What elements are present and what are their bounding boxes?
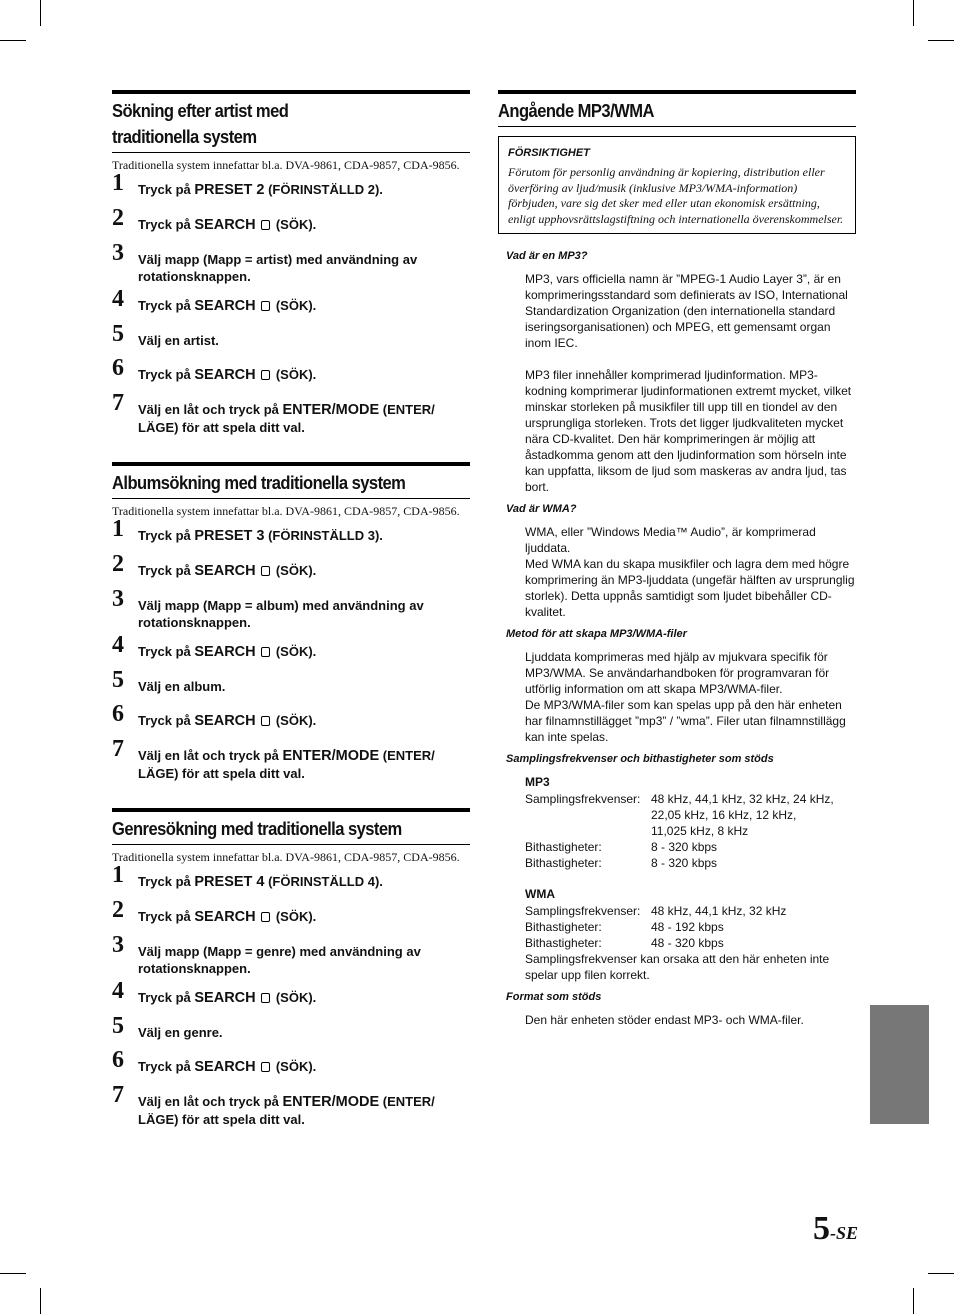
instruction-section [112, 462, 470, 782]
step-item [112, 701, 470, 730]
step-text: Tryck på [138, 563, 195, 578]
step-number: 7 [112, 1082, 124, 1108]
step-text-suffix: (SÖK). [272, 367, 317, 382]
spec-value: 48 kHz, 44,1 kHz, 32 kHz [651, 904, 787, 918]
spec-value: 48 kHz, 44,1 kHz, 32 kHz, 24 kHz, 22,05 kHz, 16 kHz, 12 kHz, 11,025 kHz, 8 kHz [651, 792, 834, 838]
step-number: 3 [112, 932, 124, 958]
answer-text: Den här enheten stöder endast MP3- och WMA-filer. [525, 1013, 804, 1027]
step-text-suffix: (SÖK). [272, 644, 317, 659]
step-text: Välj en låt och tryck på [138, 402, 283, 417]
step-text: Välj en låt och tryck på [138, 1094, 283, 1109]
spec-label: Bithastigheter: [525, 920, 602, 934]
step-text-suffix: (SÖK). [272, 713, 317, 728]
step-text-suffix: (SÖK). [272, 990, 317, 1005]
button-name: PRESET 2 [194, 182, 265, 198]
step-text: Tryck på [138, 713, 195, 728]
section-rule [112, 844, 470, 845]
search-button-icon [261, 370, 270, 380]
section-intro: Traditionella system innefattar bl.a. DVA-9861, CDA-9857, CDA-9856. [112, 850, 460, 864]
step-number: 7 [112, 736, 124, 762]
step-number: 4 [112, 632, 124, 658]
spec-label: Bithastigheter: [525, 856, 602, 870]
answer-text: MP3 filer innehåller komprimerad ljudinformation. MP3-kodning komprimerar ljudinformationen extremt mycket, vilket minskar storleken på musikfiler till upp till en tiondel av den ursprungliga storleken. Trots det ligger ljudkvaliteten mycket nära CD-kvalitet. Den här komprimeringen är möjlig att åstadkomma genom att den ljudinformation som hörseln inte kan uppfatta, liksom de ljud som maskeras av andra ljud, tas bort. [525, 368, 852, 494]
step-text: Tryck på [138, 909, 195, 924]
step-text: Tryck på [138, 1059, 195, 1074]
step-text-suffix: (FÖRINSTÄLLD 2). [264, 182, 383, 197]
step-item [112, 667, 470, 695]
step-text: Tryck på [138, 528, 195, 543]
question-heading: Samplingsfrekvenser och bithastigheter som stöds [506, 753, 774, 765]
step-item [112, 978, 470, 1007]
section-rule [112, 498, 470, 499]
search-button-icon [261, 566, 270, 576]
button-name: PRESET 3 [194, 528, 265, 544]
spec-row [525, 935, 856, 951]
step-item [112, 1082, 470, 1128]
step-text: Välj mapp (Mapp = album) med användning av rotationsknappen. [138, 598, 424, 630]
crop-mark [928, 1273, 954, 1274]
step-text: Tryck på [138, 182, 195, 197]
step-text: Välj en album. [138, 679, 226, 694]
section-rule [498, 126, 856, 127]
spec-label: Bithastigheter: [525, 840, 602, 854]
button-name: SEARCH [194, 367, 256, 383]
answer-text: Ljuddata komprimeras med hjälp av mjukvara specifik för MP3/WMA. Se användarhandboken för programvaran för utförlig information om att skapa MP3/WMA-filer. De MP3/WMA-filer som kan spelas upp på den här enheten har filnamnstillägget ”mp3” / ”wma”. Filer utan filnamnstillägg kan inte spelas. [525, 650, 846, 744]
step-item [112, 516, 470, 545]
right-column [498, 90, 856, 1028]
caution-title: FÖRSIKTIGHET [508, 147, 590, 159]
step-text: Välj mapp (Mapp = artist) med användning av rotationsknappen. [138, 252, 418, 284]
step-number: 1 [112, 170, 124, 196]
step-text-suffix: (SÖK). [272, 217, 317, 232]
caution-body: Förutom för personlig användning är kopiering, distribution eller överföring av ljud/musik (inklusive MP3/WMA-information) förbjuden, vare sig det sker med eller utan ekonomisk ersättning, enligt upphovsrättslagstiftning och internationella överenskommelser. [508, 165, 844, 226]
spec-label: Bithastigheter: [525, 936, 602, 950]
question-heading: Metod för att skapa MP3/WMA-filer [506, 628, 687, 640]
crop-mark [928, 40, 954, 41]
search-button-icon [261, 301, 270, 311]
step-text-suffix: (SÖK). [272, 909, 317, 924]
spec-value: 8 - 320 kbps [651, 840, 718, 854]
question-heading: Vad är WMA? [506, 503, 577, 515]
step-text: Tryck på [138, 298, 195, 313]
step-item [112, 932, 470, 977]
spec-label: Samplingsfrekvenser: [525, 904, 641, 918]
step-number: 6 [112, 355, 124, 381]
step-item [112, 240, 470, 285]
step-text: Tryck på [138, 874, 195, 889]
spec-note: Samplingsfrekvenser kan orsaka att den här enheten inte spelar upp filen korrekt. [525, 952, 830, 982]
step-number: 2 [112, 205, 124, 231]
button-name: ENTER/MODE [282, 402, 380, 418]
page-number-suffix: -SE [829, 1223, 858, 1243]
step-item [112, 1047, 470, 1076]
step-number: 1 [112, 516, 124, 542]
step-number: 6 [112, 701, 124, 727]
step-text-suffix: (SÖK). [272, 298, 317, 313]
step-text-suffix: (FÖRINSTÄLLD 3). [264, 528, 383, 543]
spec-table-wma [498, 903, 856, 951]
search-button-icon [261, 647, 270, 657]
answer-text: MP3, vars officiella namn är ”MPEG-1 Audio Layer 3”, är en komprimeringsstandard som definierats av ISO, International Standardization Organization (den internationella standard iseringsorganisationen) och MPEG, ett gemensamt organ inom IEC. [525, 272, 848, 350]
step-text-suffix: (ENTER/ LÄGE) för att spela ditt val. [138, 1094, 435, 1127]
page-number [813, 1210, 858, 1248]
button-name: SEARCH [194, 990, 256, 1006]
section-title: Sökning efter artist med traditionella system [112, 101, 289, 147]
search-button-icon [261, 912, 270, 922]
spec-value: 48 - 192 kbps [651, 920, 724, 934]
spec-label: Samplingsfrekvenser: [525, 792, 641, 806]
step-number: 3 [112, 240, 124, 266]
instruction-section [112, 808, 470, 1128]
step-text: Välj mapp (Mapp = genre) med användning av rotationsknappen. [138, 944, 421, 976]
step-text: Välj en låt och tryck på [138, 748, 283, 763]
step-number: 3 [112, 586, 124, 612]
step-text-suffix: (ENTER/ LÄGE) för att spela ditt val. [138, 748, 435, 781]
step-text-suffix: (SÖK). [272, 563, 317, 578]
button-name: SEARCH [194, 298, 256, 314]
spec-heading-wma: WMA [525, 887, 555, 901]
caution-box [498, 136, 856, 234]
search-button-icon [261, 220, 270, 230]
step-number: 7 [112, 390, 124, 416]
language-tab [870, 1005, 929, 1124]
spec-value: 8 - 320 kbps [651, 856, 718, 870]
spec-row [525, 839, 856, 855]
search-button-icon [261, 716, 270, 726]
step-item [112, 586, 470, 631]
step-item [112, 897, 470, 926]
step-text-suffix: (FÖRINSTÄLLD 4). [264, 874, 383, 889]
spec-row [525, 903, 856, 919]
step-item [112, 286, 470, 315]
step-item [112, 551, 470, 580]
step-item [112, 1013, 470, 1041]
section-rule [112, 152, 470, 153]
question-heading: Vad är en MP3? [506, 250, 588, 262]
step-number: 1 [112, 862, 124, 888]
crop-mark [0, 1273, 26, 1274]
step-text: Tryck på [138, 644, 195, 659]
spec-row [525, 791, 856, 839]
step-number: 4 [112, 978, 124, 1004]
step-text: Välj en artist. [138, 333, 219, 348]
step-text: Tryck på [138, 217, 195, 232]
spec-heading-mp3: MP3 [525, 775, 550, 789]
step-text: Tryck på [138, 367, 195, 382]
spec-table-mp3 [498, 791, 856, 871]
step-text: Välj en genre. [138, 1025, 223, 1040]
crop-mark [40, 1288, 41, 1314]
button-name: PRESET 4 [194, 874, 265, 890]
step-item [112, 205, 470, 234]
search-button-icon [261, 1062, 270, 1072]
button-name: SEARCH [194, 909, 256, 925]
step-text-suffix: (ENTER/ LÄGE) för att spela ditt val. [138, 402, 435, 435]
spec-row [525, 919, 856, 935]
spec-value: 48 - 320 kbps [651, 936, 724, 950]
step-number: 2 [112, 551, 124, 577]
crop-mark [40, 0, 41, 26]
section-intro: Traditionella system innefattar bl.a. DVA-9861, CDA-9857, CDA-9856. [112, 504, 460, 518]
button-name: SEARCH [194, 1059, 256, 1075]
step-item [112, 632, 470, 661]
step-text-suffix: (SÖK). [272, 1059, 317, 1074]
step-number: 5 [112, 1013, 124, 1039]
section-title: Albumsökning med traditionella system [112, 473, 406, 493]
step-item [112, 736, 470, 782]
crop-mark [913, 0, 914, 26]
left-column [112, 90, 470, 1128]
page-number-digit: 5 [812, 1210, 830, 1247]
button-name: SEARCH [194, 644, 256, 660]
section-intro: Traditionella system innefattar bl.a. DVA-9861, CDA-9857, CDA-9856. [112, 158, 460, 172]
step-item [112, 170, 470, 199]
step-number: 5 [112, 321, 124, 347]
button-name: ENTER/MODE [282, 1094, 380, 1110]
answer-text: WMA, eller ”Windows Media™ Audio”, är komprimerad ljuddata. Med WMA kan du skapa musikfiler och lagra dem med högre komprimering än MP3-ljuddata (ungefär hälften av ursprunglig storlek). Detta uppnås samtidigt som ljudet bibehåller CD-kvalitet. [525, 525, 855, 619]
step-text: Tryck på [138, 990, 195, 1005]
step-item [112, 862, 470, 891]
step-number: 5 [112, 667, 124, 693]
step-number: 2 [112, 897, 124, 923]
button-name: SEARCH [194, 217, 256, 233]
button-name: SEARCH [194, 563, 256, 579]
step-item [112, 355, 470, 384]
crop-mark [0, 40, 26, 41]
instruction-section [112, 90, 470, 436]
step-number: 4 [112, 286, 124, 312]
spec-row [525, 855, 856, 871]
step-item [112, 321, 470, 349]
crop-mark [913, 1288, 914, 1314]
section-title: Genresökning med traditionella system [112, 819, 402, 839]
button-name: ENTER/MODE [282, 748, 380, 764]
button-name: SEARCH [194, 713, 256, 729]
step-item [112, 390, 470, 436]
search-button-icon [261, 993, 270, 1003]
question-heading: Format som stöds [506, 991, 602, 1003]
section-title-mp3wma: Angående MP3/WMA [498, 101, 654, 121]
step-number: 6 [112, 1047, 124, 1073]
